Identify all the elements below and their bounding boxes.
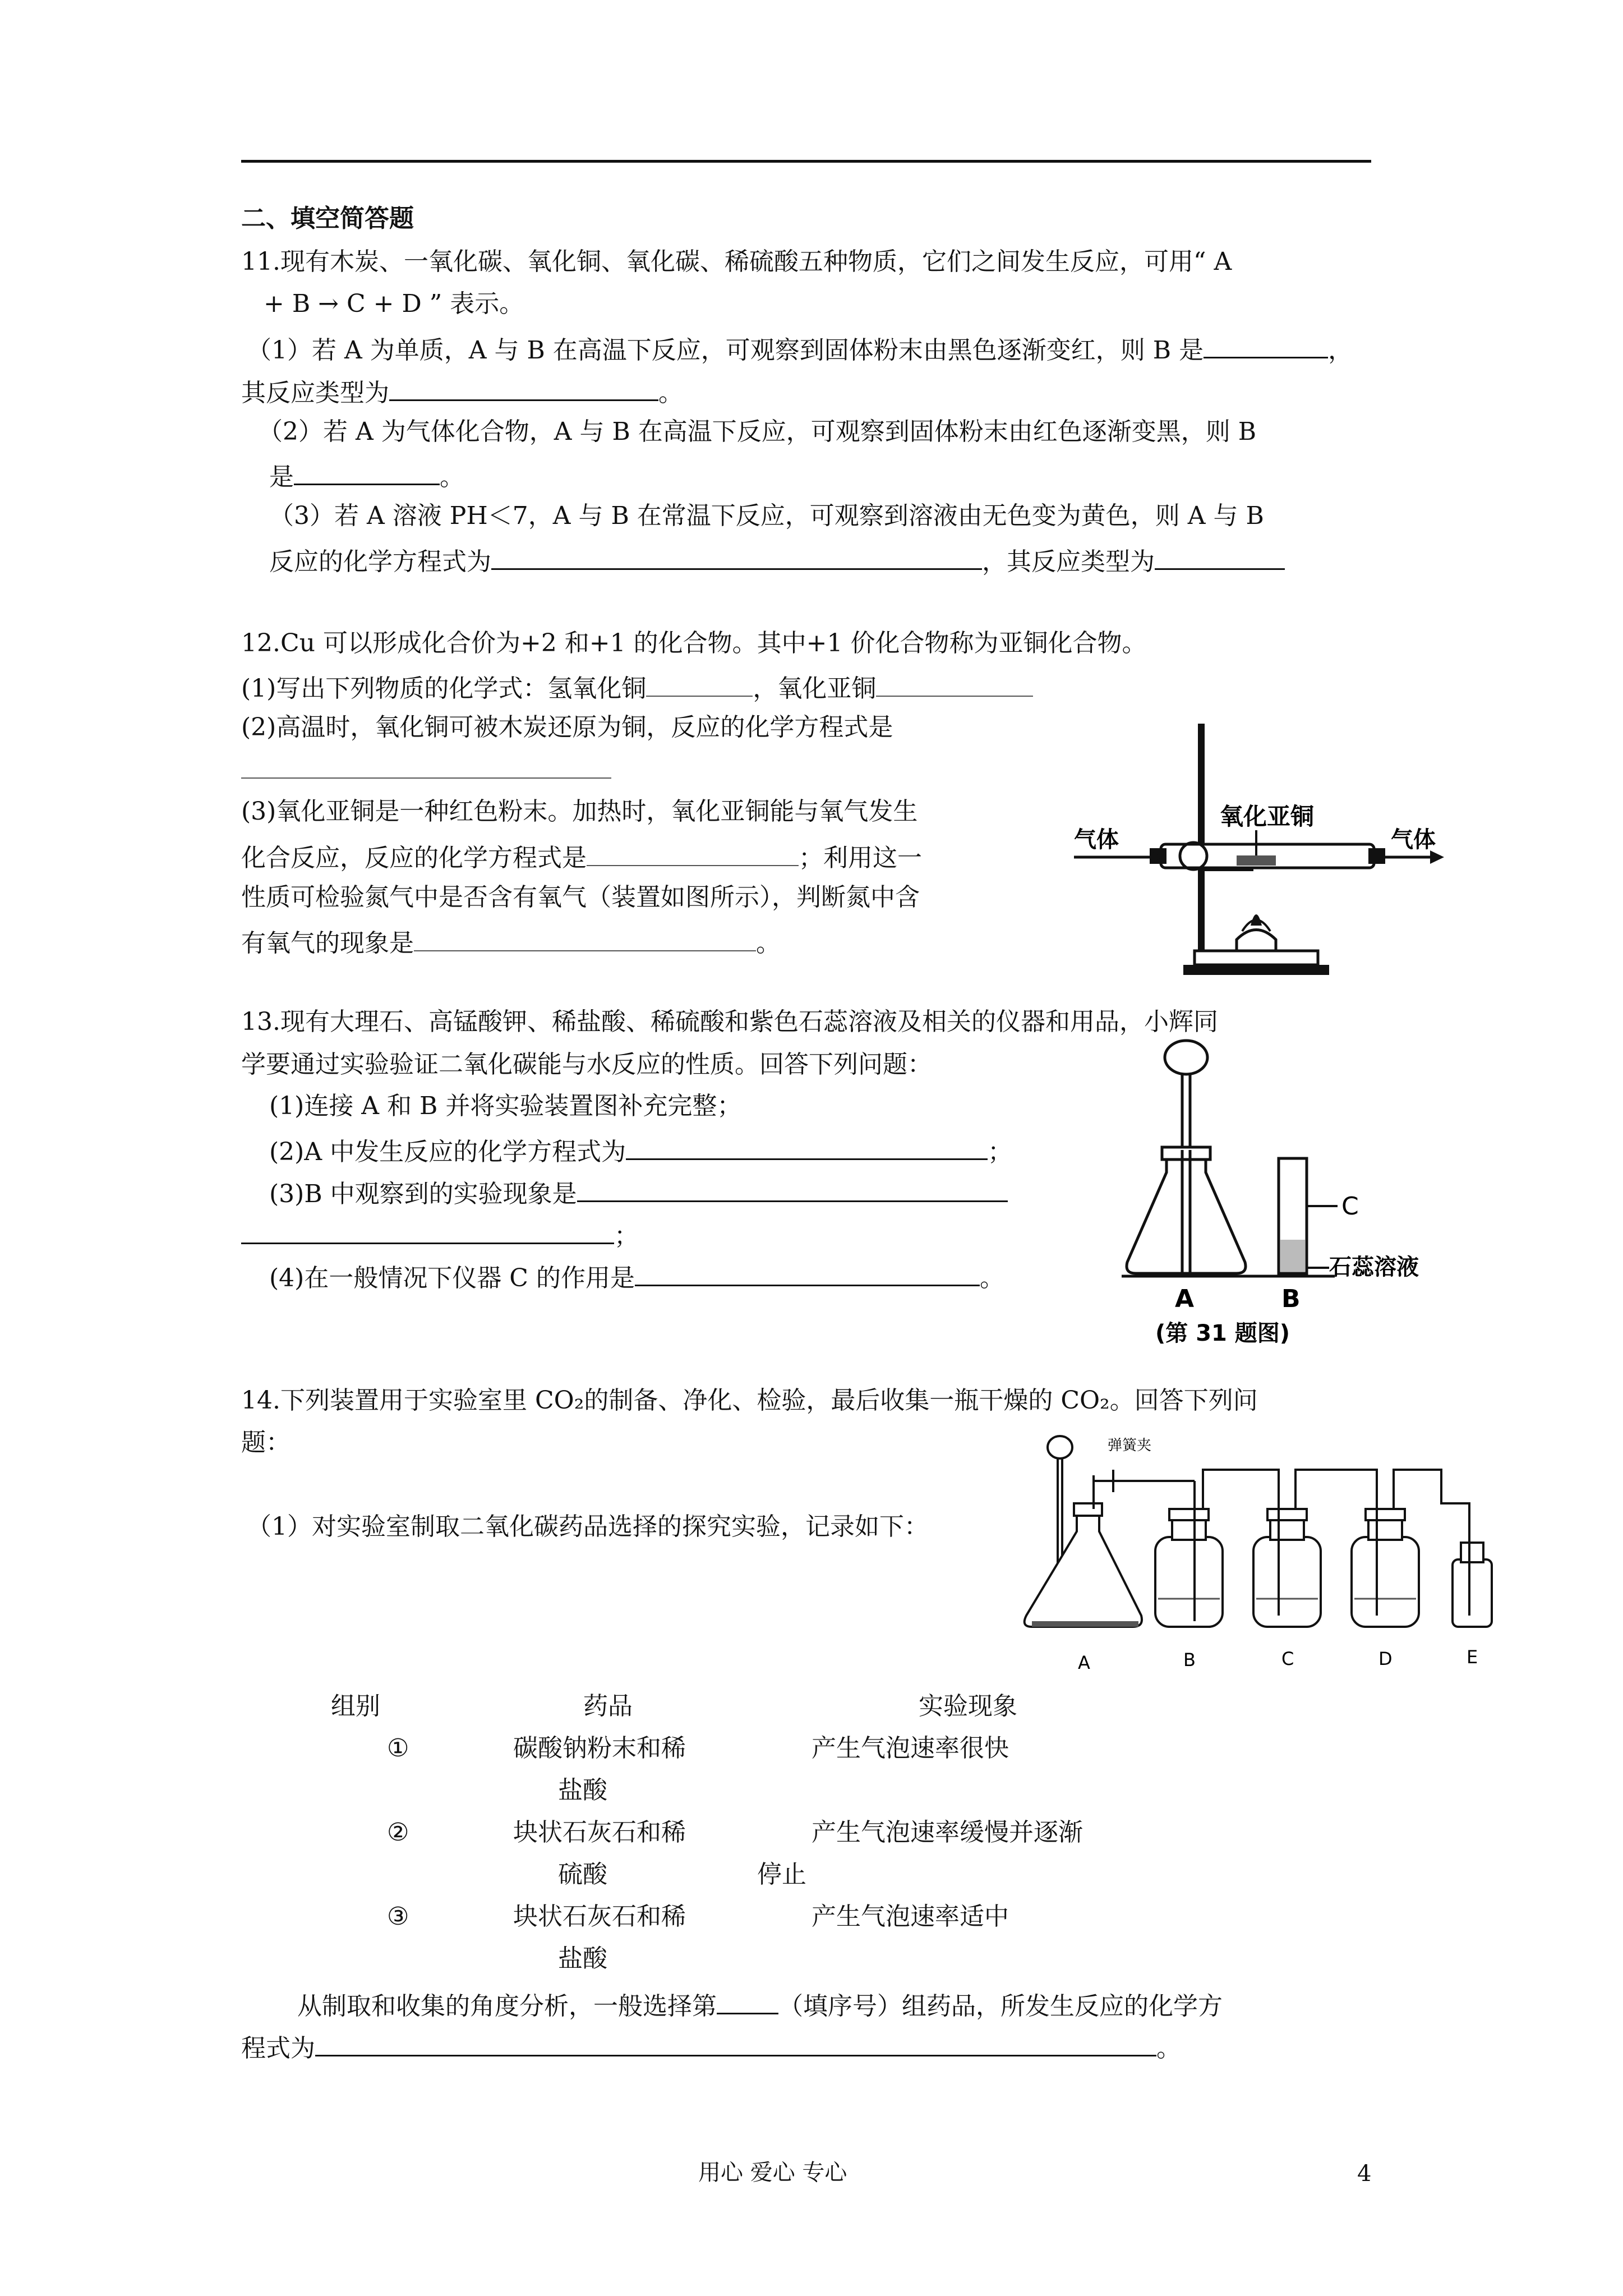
q14-conclusion-label: 从制取和收集的角度分析，一般选择第 xyxy=(297,1992,717,2021)
q14-table-row3-drug2: 盐酸 xyxy=(558,1944,607,1973)
q14-conclusion-line2 xyxy=(241,2032,1181,2061)
header-rule xyxy=(241,160,1371,163)
q13-apparatus-figure xyxy=(1122,1038,1469,1352)
q12-part3-label: 化合反应，反应的化学方程式是 xyxy=(241,844,587,872)
q11-part2-end: 。 xyxy=(440,463,464,491)
q11-part2: （2）若 A 为气体化合物，A 与 B 在高温下反应，可观察到固体粉末由红色逐渐变黑，则 B xyxy=(258,417,1257,446)
q12-part2: (2)高温时，氧化铜可被木炭还原为铜，反应的化学方程式是 xyxy=(241,713,893,742)
q13-part2 xyxy=(269,1136,1012,1165)
q14-figure-label-b: B xyxy=(1183,1649,1196,1671)
q13-line2: 学要通过实验验证二氧化碳能与水反应的性质。回答下列问题： xyxy=(241,1050,932,1079)
q11-part1-type-label: 其反应类型为 xyxy=(241,379,389,407)
q12-part3-phenomenon-label: 有氧气的现象是 xyxy=(241,929,414,958)
q13-part1: (1)连接 A 和 B 并将实验装置图补充完整； xyxy=(269,1092,742,1120)
q13-figure-label-solution: 石蕊溶液 xyxy=(1329,1254,1419,1280)
q11-part1-type-end: 。 xyxy=(658,379,683,407)
q13-answer-blank-2[interactable] xyxy=(577,1178,1008,1202)
q12-apparatus-figure xyxy=(1066,718,1447,976)
q11-answer-blank-4[interactable] xyxy=(491,546,982,570)
q14-table-row1-drug2: 盐酸 xyxy=(558,1776,607,1805)
q14-table-row3-id: ③ xyxy=(387,1902,409,1931)
q11-answer-blank-2[interactable] xyxy=(389,377,658,401)
q14-table-row1-drug1: 碳酸钠粉末和稀 xyxy=(513,1734,686,1763)
q14-figure-label-e: E xyxy=(1467,1646,1478,1668)
q13-part2-label: (2)A 中发生反应的化学方程式为 xyxy=(269,1138,626,1166)
q11-answer-blank-1[interactable] xyxy=(1204,334,1328,358)
page-number: 4 xyxy=(1357,2161,1372,2187)
q13-part2-end: ； xyxy=(988,1138,1013,1166)
q11-part1 xyxy=(247,334,1353,363)
q13-line1: 13.现有大理石、高锰酸钾、稀盐酸、稀硫酸和紫色石蕊溶液及相关的仪器和用品，小辉同 xyxy=(241,1007,1218,1036)
q14-table-row2-id: ② xyxy=(387,1818,409,1847)
q11-part3: （3）若 A 溶液 PH＜7，A 与 B 在常温下反应，可观察到溶液由无色变为黄色，则 A 与 B xyxy=(269,501,1264,530)
q11-part2-answer xyxy=(269,461,464,490)
q12-part1-mid: ，氧化亚铜 xyxy=(753,674,877,703)
q14-table-row3-obs1: 产生气泡速率适中 xyxy=(811,1902,1009,1931)
q14-table-row2-drug2: 硫酸 xyxy=(558,1860,607,1889)
q14-figure-clamp-label: 弹簧夹 xyxy=(1108,1437,1152,1454)
q14-apparatus-figure xyxy=(1015,1430,1509,1683)
q14-figure-label-d: D xyxy=(1378,1648,1393,1669)
q11-part3-type-label: ，其反应类型为 xyxy=(982,547,1155,576)
q14-table-header-observation: 实验现象 xyxy=(919,1692,1017,1720)
q14-table-header-drug: 药品 xyxy=(583,1692,633,1720)
q13-answer-blank-4[interactable] xyxy=(635,1262,980,1286)
q12-part1-label: (1)写出下列物质的化学式：氢氧化铜 xyxy=(241,674,647,703)
q12-part3-line2 xyxy=(241,843,922,871)
q12-part3-end: ；利用这一 xyxy=(799,844,922,872)
q14-table-row2-drug1: 块状石灰石和稀 xyxy=(513,1818,686,1847)
q11-part3-label: 反应的化学方程式为 xyxy=(269,547,491,576)
q13-part4-end: 。 xyxy=(979,1264,1004,1292)
q14-table-row1-obs1: 产生气泡速率很快 xyxy=(811,1734,1009,1763)
q12-answer-blank-5[interactable] xyxy=(414,928,756,951)
q13-figure-caption: (第 31 题图) xyxy=(1155,1320,1290,1346)
q12-answer-blank-2[interactable] xyxy=(876,673,1033,697)
q12-part3-line3: 性质可检验氮气中是否含有氧气（装置如图所示），判断氮中含 xyxy=(241,883,920,912)
q14-table-row2-obs2: 停止 xyxy=(757,1860,806,1889)
q11-part3-answer xyxy=(269,546,1285,574)
q13-answer-blank-3[interactable] xyxy=(241,1220,614,1244)
q11-part1-type xyxy=(241,377,683,406)
q12-part1 xyxy=(241,673,1033,701)
q13-part4-label: (4)在一般情况下仪器 C 的作用是 xyxy=(269,1264,635,1292)
q14-figure-label-c: C xyxy=(1281,1648,1294,1669)
q14-table-row1-id: ① xyxy=(387,1734,409,1763)
q13-part3 xyxy=(269,1178,1008,1207)
q13-figure-label-c: C xyxy=(1341,1192,1359,1221)
q14-table-row2-obs1: 产生气泡速率缓慢并逐渐 xyxy=(811,1818,1083,1847)
q11-part1-end: ， xyxy=(1328,336,1353,365)
q11-part1-text: （1）若 A 为单质，A 与 B 在高温下反应，可观察到固体粉末由黑色逐渐变红，则 B 是 xyxy=(247,336,1204,365)
q14-conclusion-mid: （填序号）组药品，所发生反应的化学方 xyxy=(778,1992,1223,2021)
q13-part3-end: ； xyxy=(614,1222,639,1250)
q11-answer-blank-3[interactable] xyxy=(294,461,440,485)
q11-part2-label: 是 xyxy=(269,463,294,491)
q14-conclusion-line1 xyxy=(297,1990,1223,2019)
q13-answer-blank-1[interactable] xyxy=(626,1136,988,1160)
q12-line1: 12.Cu 可以形成化合价为+2 和+1 的化合物。其中+1 价化合物称为亚铜化合物。 xyxy=(241,629,1147,657)
q14-answer-blank-1[interactable] xyxy=(717,1990,778,2014)
q12-part3-line4 xyxy=(241,928,781,956)
q11-answer-blank-5[interactable] xyxy=(1155,546,1285,570)
q14-line1: 14.下列装置用于实验室里 CO₂的制备、净化、检验，最后收集一瓶干燥的 CO₂。回答下列问 xyxy=(241,1386,1258,1415)
footer-motto: 用心 爱心 专心 xyxy=(698,2160,847,2185)
q14-answer-blank-2[interactable] xyxy=(315,2032,1156,2056)
q12-figure-label-center: 氧化亚铜 xyxy=(1220,803,1315,830)
q13-figure-label-b: B xyxy=(1281,1285,1301,1313)
q12-answer-blank-3[interactable] xyxy=(241,777,611,779)
q14-table-row3-drug1: 块状石灰石和稀 xyxy=(513,1902,686,1931)
q13-part3-label: (3)B 中观察到的实验现象是 xyxy=(269,1180,577,1208)
q13-part3-cont xyxy=(241,1220,639,1249)
q13-figure-label-a: A xyxy=(1175,1285,1195,1313)
q12-answer-blank-4[interactable] xyxy=(587,843,799,866)
q12-part3-line1: (3)氧化亚铜是一种红色粉末。加热时，氧化亚铜能与氧气发生 xyxy=(241,797,918,826)
q14-line2: 题： xyxy=(241,1428,291,1457)
q14-figure-label-a: A xyxy=(1078,1652,1090,1673)
q12-figure-label-right: 气体 xyxy=(1391,827,1436,853)
q11-line2: + B → C + D ” 表示。 xyxy=(264,289,524,318)
q14-table-header-group: 组别 xyxy=(331,1692,380,1720)
q12-answer-blank-1[interactable] xyxy=(646,673,753,697)
q11-line1: 11.现有木炭、一氧化碳、氧化铜、氧化碳、稀硫酸五种物质，它们之间发生反应，可用“ A xyxy=(241,247,1232,276)
q14-part1: （1）对实验室制取二氧化碳药品选择的探究实验，记录如下： xyxy=(247,1512,929,1541)
q13-part4 xyxy=(269,1262,1004,1291)
q12-figure-label-left: 气体 xyxy=(1074,827,1119,853)
q14-equation-label: 程式为 xyxy=(241,2034,315,2063)
section-title: 二、填空简答题 xyxy=(241,204,414,233)
q12-part3-phenomenon-end: 。 xyxy=(756,929,781,958)
q14-equation-end: 。 xyxy=(1156,2034,1181,2063)
